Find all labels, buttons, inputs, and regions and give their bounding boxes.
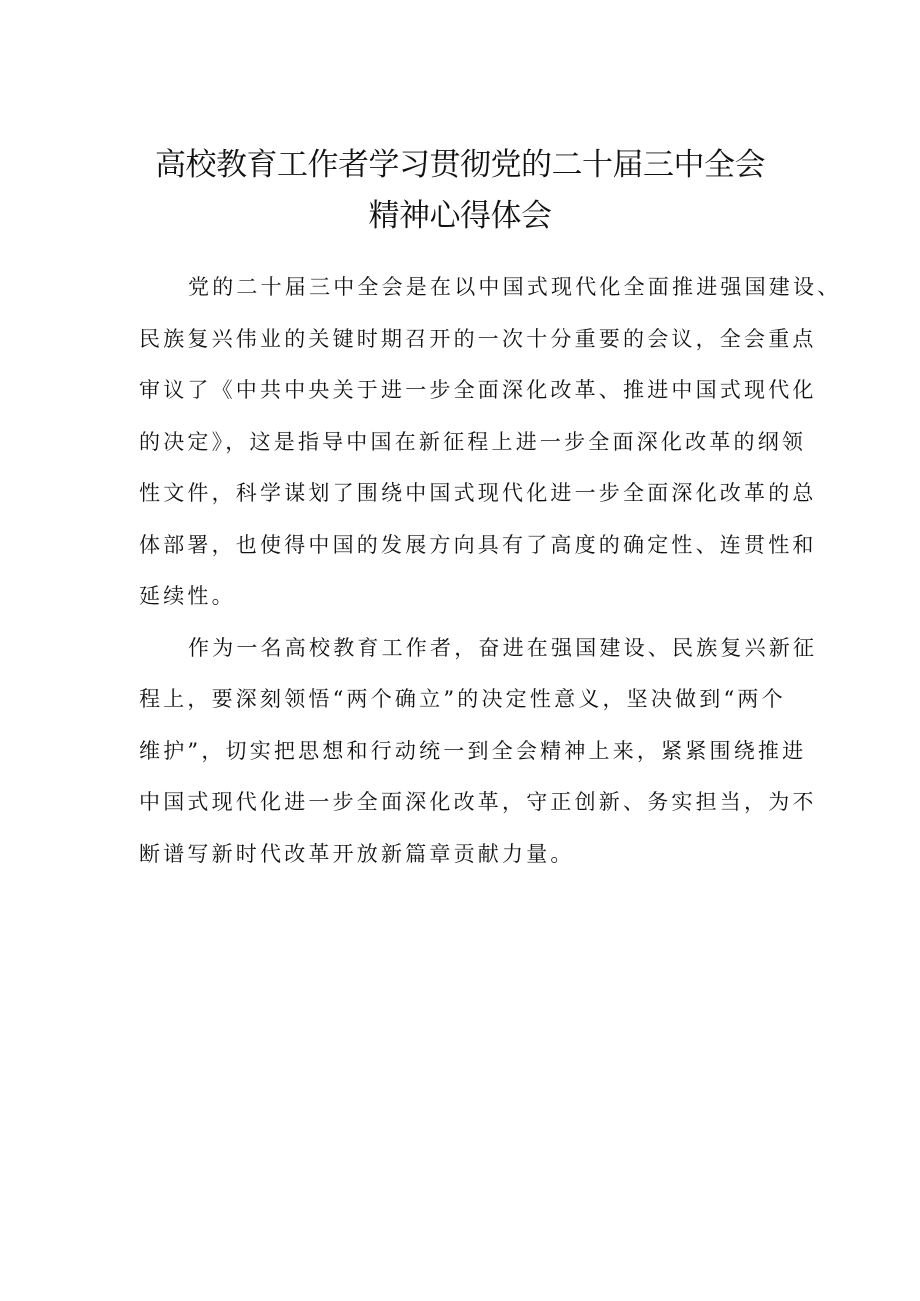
title-line-2: 精神心得体会 bbox=[368, 198, 552, 234]
paragraph-2 bbox=[139, 623, 818, 881]
paragraph-2-line-5: 断谱写新时代改革开放新篇章贡献力量。 bbox=[139, 841, 575, 866]
title-line-1: 高校教育工作者学习贯彻党的二十届三中全会 bbox=[155, 147, 765, 183]
paragraph-2-line-3: 维护”，切实把思想和行动统一到全会精神上来，紧紧围绕推进 bbox=[139, 738, 807, 763]
paragraph-2-line-2: 程上，要深刻领悟“两个确立”的决定性意义，坚决做到“两个 bbox=[139, 687, 786, 711]
paragraph-2-line-4: 中国式现代化进一步全面深化改革，守正创新、务实担当，为不 bbox=[139, 790, 817, 814]
paragraph-1-line-3: 审议了《中共中央关于进一步全面深化改革、推进中国式现代化 bbox=[139, 378, 817, 402]
paragraph-1-line-2: 民族复兴伟业的关键时期召开的一次十分重要的会议，全会重点 bbox=[139, 326, 817, 351]
document-title bbox=[0, 140, 920, 242]
paragraph-1 bbox=[139, 262, 842, 623]
paragraph-1-line-7: 延续性。 bbox=[139, 584, 236, 608]
paragraph-1-line-6: 体部署，也使得中国的发展方向具有了高度的确定性、连贯性和 bbox=[139, 532, 817, 557]
paragraph-2-line-1: 作为一名高校教育工作者，奋进在强国建设、民族复兴新征 bbox=[188, 635, 818, 660]
paragraph-1-line-1: 党的二十届三中全会是在以中国式现代化全面推进强国建设、 bbox=[188, 275, 842, 299]
document-body bbox=[139, 262, 842, 880]
paragraph-1-line-4: 的决定》，这是指导中国在新征程上进一步全面深化改革的纲领 bbox=[139, 429, 807, 454]
paragraph-1-line-5: 性文件，科学谋划了围绕中国式现代化进一步全面深化改革的总 bbox=[139, 481, 817, 505]
